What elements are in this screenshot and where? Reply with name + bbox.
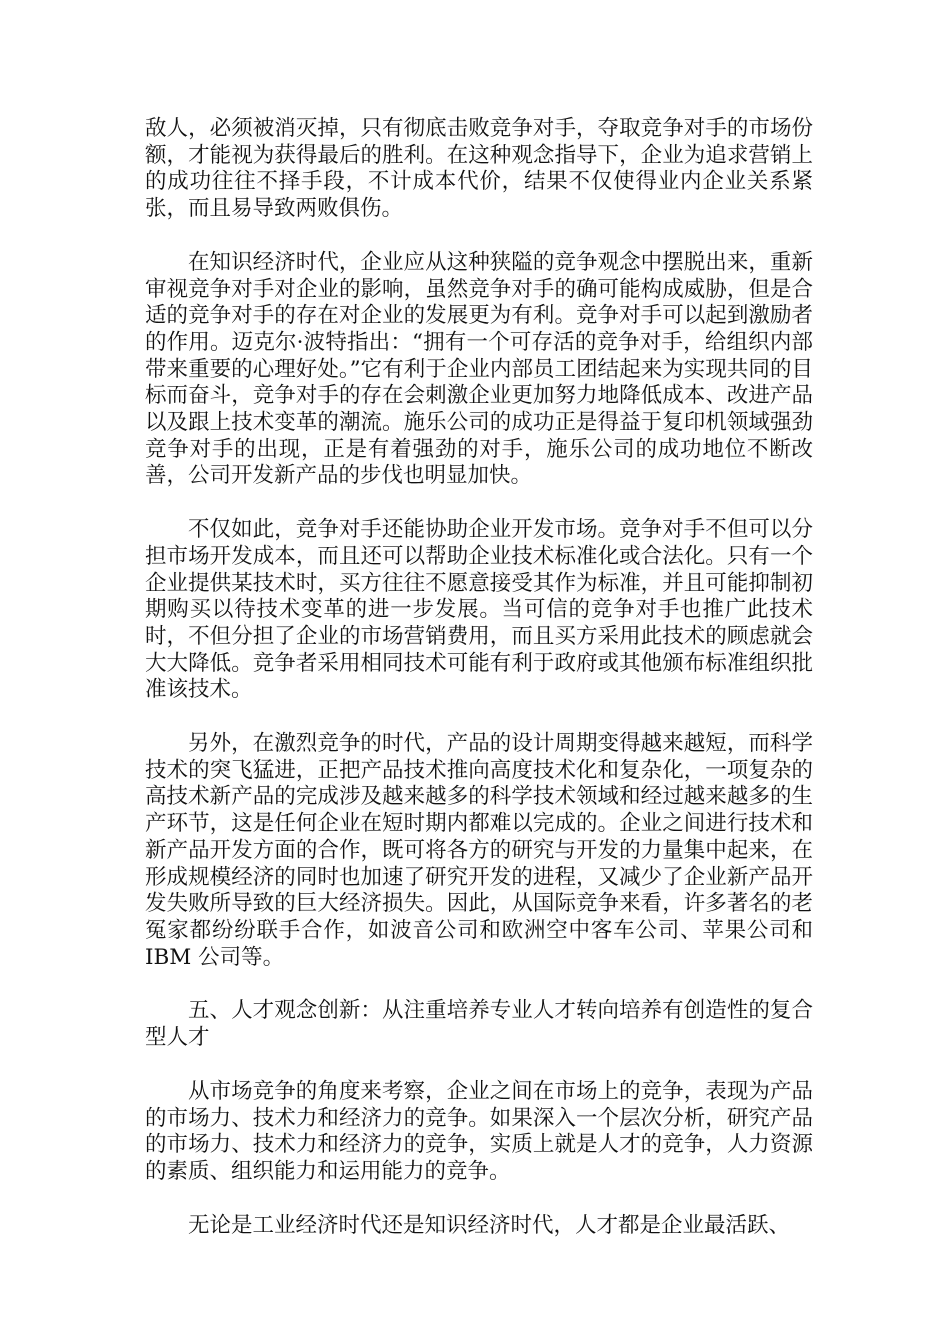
- paragraph-4: 另外，在激烈竞争的时代，产品的设计周期变得越来越短，而科学技术的突飞猛进，正把产品技术推向高度技术化和复杂化，一项复杂的高技术新产品的完成涉及越来越多的科学技术领域和经过越来越多的生产环节，这是任何企业在短时期内都难以完成的。企业之间进行技术和新产品开发方面的合作，既可将各方的研究与开发的力量集中起来，在形成规模经济的同时也加速了研究开发的进程，又减少了企业新产品开发失败所导致的巨大经济损失。因此，从国际竞争来看，许多著名的老冤家都纷纷联手合作，如波音公司和欧洲空中客车公司、苹果公司和 IBM 公司等。: [145, 731, 813, 970]
- document-page: [145, 116, 813, 1266]
- paragraph-2: 在知识经济时代，企业应从这种狭隘的竞争观念中摆脱出来，重新审视竞争对手对企业的影响，虽然竞争对手的确可能构成威胁，但是合适的竞争对手的存在对企业的发展更为有利。竞争对手可以起到激励者的作用。迈克尔·波特指出：“拥有一个可存活的竞争对手，给组织内部带来重要的心理好处。”它有利于企业内部员工团结起来为实现共同的目标而奋斗，竞争对手的存在会刺激企业更加努力地降低成本、改进产品以及跟上技术变革的潮流。施乐公司的成功正是得益于复印机领域强劲竞争对手的出现，正是有着强劲的对手，施乐公司的成功地位不断改善，公司开发新产品的步伐也明显加快。: [145, 249, 813, 489]
- paragraph-7: 无论是工业经济时代还是知识经济时代，人才都是企业最活跃、: [188, 1212, 791, 1238]
- section-heading: 五、人才观念创新：从注重培养专业人才转向培养有创造性的复合型人才: [145, 998, 813, 1051]
- paragraph-3: 不仅如此，竞争对手还能协助企业开发市场。竞争对手不但可以分担市场开发成本，而且还可以帮助企业技术标准化或合法化。只有一个企业提供某技术时，买方往往不愿意接受其作为标准，并且可能抑制初期购买以待技术变革的进一步发展。当可信的竞争对手也推广此技术时，不但分担了企业的市场营销费用，而且买方采用此技术的顾虑就会大大降低。竞争者采用相同技术可能有利于政府或其他颁布标准组织批准该技术。: [145, 517, 813, 703]
- paragraph-6: 从市场竞争的角度来考察，企业之间在市场上的竞争，表现为产品的市场力、技术力和经济力的竞争。如果深入一个层次分析，研究产品的市场力、技术力和经济力的竞争，实质上就是人才的竞争，人力资源的素质、组织能力和运用能力的竞争。: [145, 1078, 813, 1184]
- paragraph-1: 敌人，必须被消灭掉，只有彻底击败竞争对手，夺取竞争对手的市场份额，才能视为获得最后的胜利。在这种观念指导下，企业为追求营销上的成功往往不择手段，不计成本代价，结果不仅使得业内企业关系紧张，而且易导致两败俱伤。: [145, 116, 813, 222]
